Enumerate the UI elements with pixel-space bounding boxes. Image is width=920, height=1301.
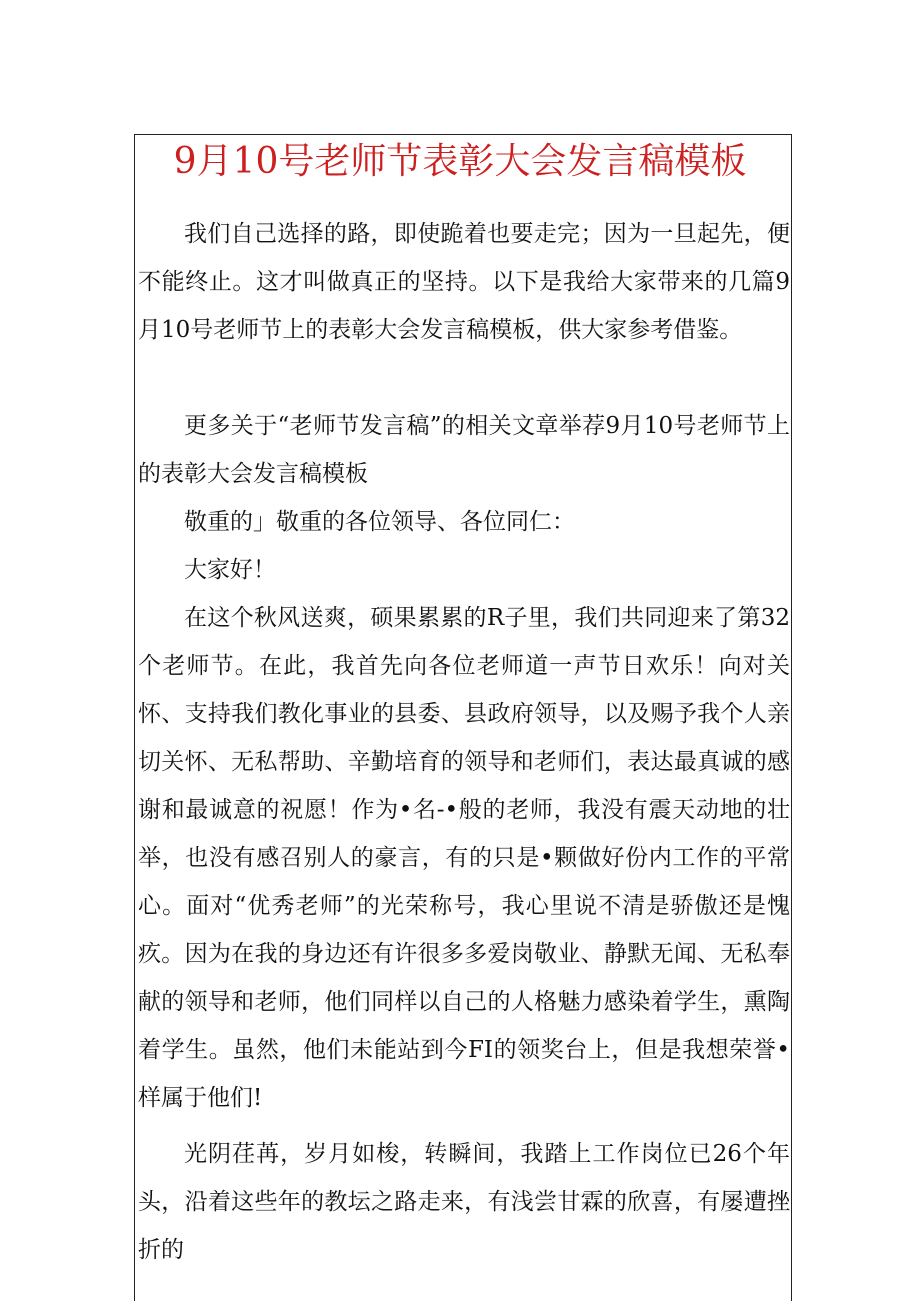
- salutation-paragraph: 敬重的」敬重的各位领导、各位同仁：: [184, 509, 575, 535]
- document-body: [138, 210, 790, 1274]
- speech-paragraph: 在这个秋风送爽，硕果累累的R子里，我们共同迎来了第32个老师节。在此，我首先向各位老师道一声节日欢乐！向对关怀、支持我们教化事业的县委、县政府领导，以及赐予我个人亲切关怀、无私帮助、辛勤培育的领导和老师们，表达最真诚的感谢和最诚意的祝愿！作为•名-•般的老师，我没有震天动地的壮举，也没有感召别人的豪言，有的只是•颗做好份内工作的平常心。面对“优秀老师”的光荣称号，我心里说不清是骄傲还是愧疚。因为在我的身边还有许很多多爱岗敬业、静默无闻、无私奉献的领导和老师，他们同样以自己的人格魅力感染着学生，熏陶着学生。虽然，他们未能站到今FI的领奖台上，但是我想荣誉•样属于他们!: [138, 605, 790, 1111]
- document-title: 9月10号老师节表彰大会发言稿模板: [173, 141, 747, 182]
- paragraph-gap-small: [138, 1122, 790, 1130]
- intro-paragraph: 我们自己选择的路，即使跪着也要走完；因为一旦起先，便不能终止。这才叫做真正的坚持。以下是我给大家带来的几篇9月10号老师节上的表彰大会发言稿模板，供大家参考借鉴。: [138, 221, 790, 343]
- related-articles-paragraph: 更多关于“老师节发言稿”的相关文章举荐9月10号老师节上的表彰大会发言稿模板: [138, 413, 790, 487]
- paragraph-gap: [138, 354, 790, 402]
- greeting-paragraph: 大家好！: [184, 557, 276, 583]
- speech-paragraph-continued: 光阴荏苒，岁月如梭，转瞬间，我踏上工作岗位已26个年头，沿着这些年的教坛之路走来，有浅尝甘霖的欣喜，有屡遭挫折的: [138, 1141, 790, 1263]
